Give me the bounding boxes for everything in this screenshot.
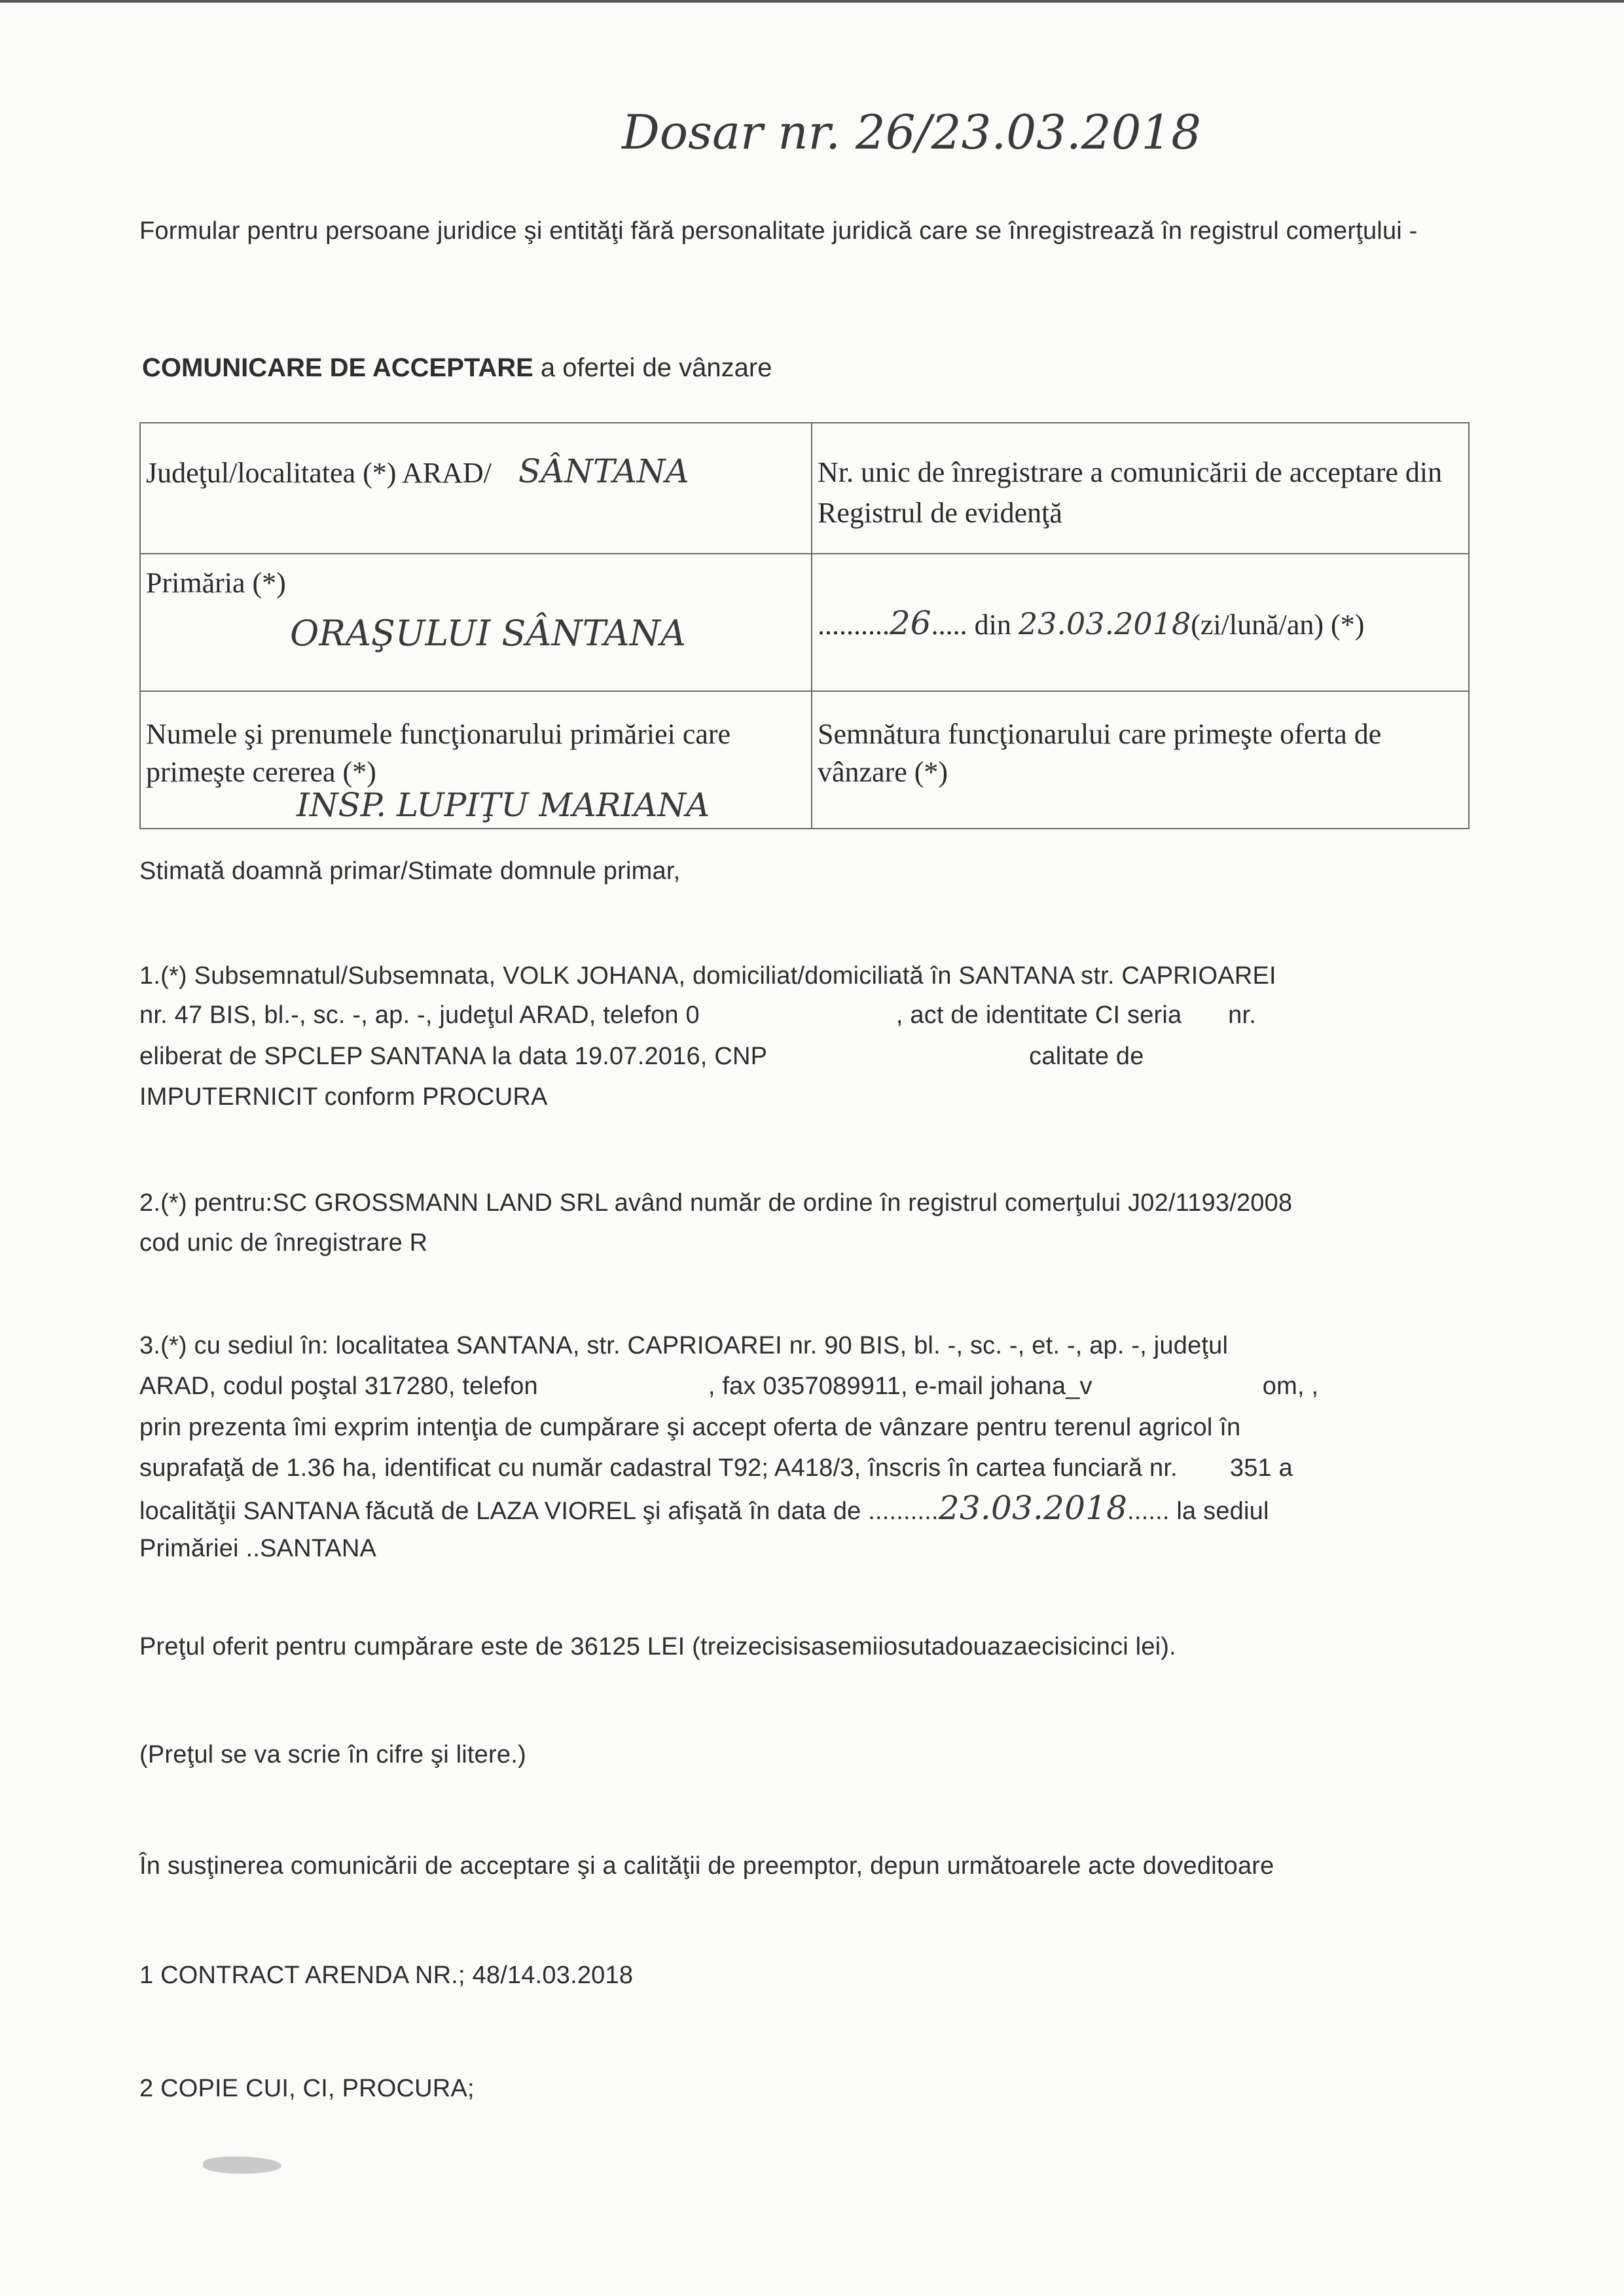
- p1-line2: [139, 995, 1256, 1035]
- p1-calitate: calitate de: [1029, 1043, 1144, 1070]
- nume-handwritten: INSP. LUPIŢU MARIANA: [297, 786, 710, 824]
- p3-line1: 3.(*) cu sediul în: localitatea SANTANA, str. CAPRIOAREI nr. 90 BIS, bl. -, sc. -, et. -, ap. -, judeţul: [139, 1332, 1229, 1359]
- p3-cartea: suprafaţă de 1.36 ha, identificat cu număr cadastral T92; A418/3, înscris în cartea funciară nr.: [139, 1454, 1178, 1482]
- cell-nr-date: [812, 554, 1469, 691]
- handwritten-file-number: Dosar nr. 26/23.03.2018: [622, 105, 1202, 160]
- p3-afisata: localităţii SANTANA făcută de LAZA VIOREL şi afişată în data de ..........: [139, 1498, 939, 1525]
- afisare-date-handwritten: 23.03.2018: [938, 1489, 1128, 1527]
- nr-unic-label: Nr. unic de înregistrare a comunicării de acceptare din Registrul de evidenţă: [818, 456, 1443, 529]
- p3-line3: prin prezenta îmi exprim intenţia de cumpărare şi accept oferta de vânzare pentru terenul agricol în: [139, 1414, 1241, 1441]
- redacted-id-series: [1182, 995, 1221, 1035]
- date-suffix: (zi/lună/an) (*): [1191, 609, 1365, 641]
- p1-line4: IMPUTERNICIT conform PROCURA: [139, 1083, 548, 1111]
- primaria-label: Primăria (*): [146, 567, 286, 599]
- nr-din: ..... din: [931, 609, 1011, 641]
- judet-handwritten: SÂNTANA: [518, 452, 689, 490]
- act-item-1: 1 CONTRACT ARENDA NR.; 48/14.03.2018: [139, 1962, 634, 1989]
- p3-fax-email: , fax 0357089911, e-mail johana_v: [708, 1372, 1092, 1400]
- pret-note: (Preţul se va scrie în cifre şi litere.): [139, 1741, 526, 1768]
- pret-text: Preţul oferit pentru cumpărare este de 36125 LEI (treizecisisasemiiosutadouazaecisicinci lei).: [139, 1633, 1176, 1660]
- sustinere-text: În susţinerea comunicării de acceptare şi a calităţii de preemptor, depun următoarele acte doveditoare: [139, 1852, 1274, 1880]
- p3-phone-label: ARAD, codul poştal 317280, telefon: [139, 1372, 538, 1400]
- p1-id-prefix: , act de identitate CI seria: [895, 1001, 1182, 1029]
- p1-line3: [139, 1036, 1144, 1077]
- p2-line1: 2.(*) pentru:SC GROSSMANN LAND SRL având număr de ordine în registrul comerţului J02/1193/2008: [139, 1189, 1293, 1217]
- p2-line2: cod unic de înregistrare R: [139, 1229, 428, 1257]
- document-heading: [142, 353, 772, 383]
- act-item-2: 2 COPIE CUI, CI, PROCURA;: [139, 2075, 475, 2102]
- cell-nume: [140, 691, 812, 829]
- heading-rest: a ofertei de vânzare: [533, 353, 772, 382]
- cell-semnatura: [812, 691, 1469, 829]
- salutation: Stimată doamnă primar/Stimate domnule primar,: [139, 857, 681, 885]
- p3-line4: [139, 1448, 1293, 1488]
- nume-label: Numele şi prenumele funcţionarului primăriei care primeşte cererea (*): [146, 718, 731, 788]
- redacted-phone: [700, 995, 896, 1035]
- cell-nr-unic: [812, 423, 1469, 554]
- nr-handwritten: 26: [890, 604, 931, 642]
- nr-dots: ..........: [818, 609, 890, 641]
- cell-judet: [140, 423, 812, 554]
- cell-primaria: [140, 554, 812, 691]
- scan-top-edge: [0, 0, 1624, 3]
- registration-table: [139, 422, 1470, 829]
- p1-line1: 1.(*) Subsemnatul/Subsemnata, VOLK JOHANA, domiciliat/domiciliată în SANTANA str. CAPRIOAREI: [139, 962, 1276, 990]
- p3-sediul: ...... la sediul: [1127, 1498, 1269, 1525]
- redacted-cf: [1178, 1448, 1230, 1488]
- p1-issuer: eliberat de SPCLEP SANTANA la data 19.07.2016, CNP: [139, 1043, 768, 1070]
- p1-id-nr: nr.: [1221, 1001, 1256, 1029]
- primaria-handwritten: ORAŞULUI SÂNTANA: [290, 613, 686, 654]
- redacted-cnp: [767, 1036, 1029, 1077]
- heading-bold: COMUNICARE DE ACCEPTARE: [142, 353, 533, 382]
- redacted-email: [1092, 1366, 1263, 1407]
- p3-line2: [139, 1366, 1318, 1407]
- ink-smudge: [203, 2157, 281, 2174]
- date-handwritten: 23.03.2018: [1018, 606, 1191, 641]
- semnatura-label: Semnătura funcţionarului care primeşte oferta de vânzare (*): [818, 718, 1382, 788]
- judet-label: Judeţul/localitatea (*) ARAD/: [146, 457, 492, 489]
- p3-line5: [139, 1488, 1269, 1532]
- intro-text: Formular pentru persoane juridice şi entităţi fără personalitate juridică care se înregistrează în registrul comerţului -: [139, 217, 1418, 245]
- redacted-phone-2: [538, 1366, 708, 1407]
- p3-cf-end: 351 a: [1229, 1454, 1293, 1482]
- p1-phone-prefix: nr. 47 BIS, bl.-, sc. -, ap. -, judeţul ARAD, telefon 0: [139, 1001, 700, 1029]
- p3-email-end: om, ,: [1262, 1372, 1319, 1400]
- p3-line6: Primăriei ..SANTANA: [139, 1535, 377, 1562]
